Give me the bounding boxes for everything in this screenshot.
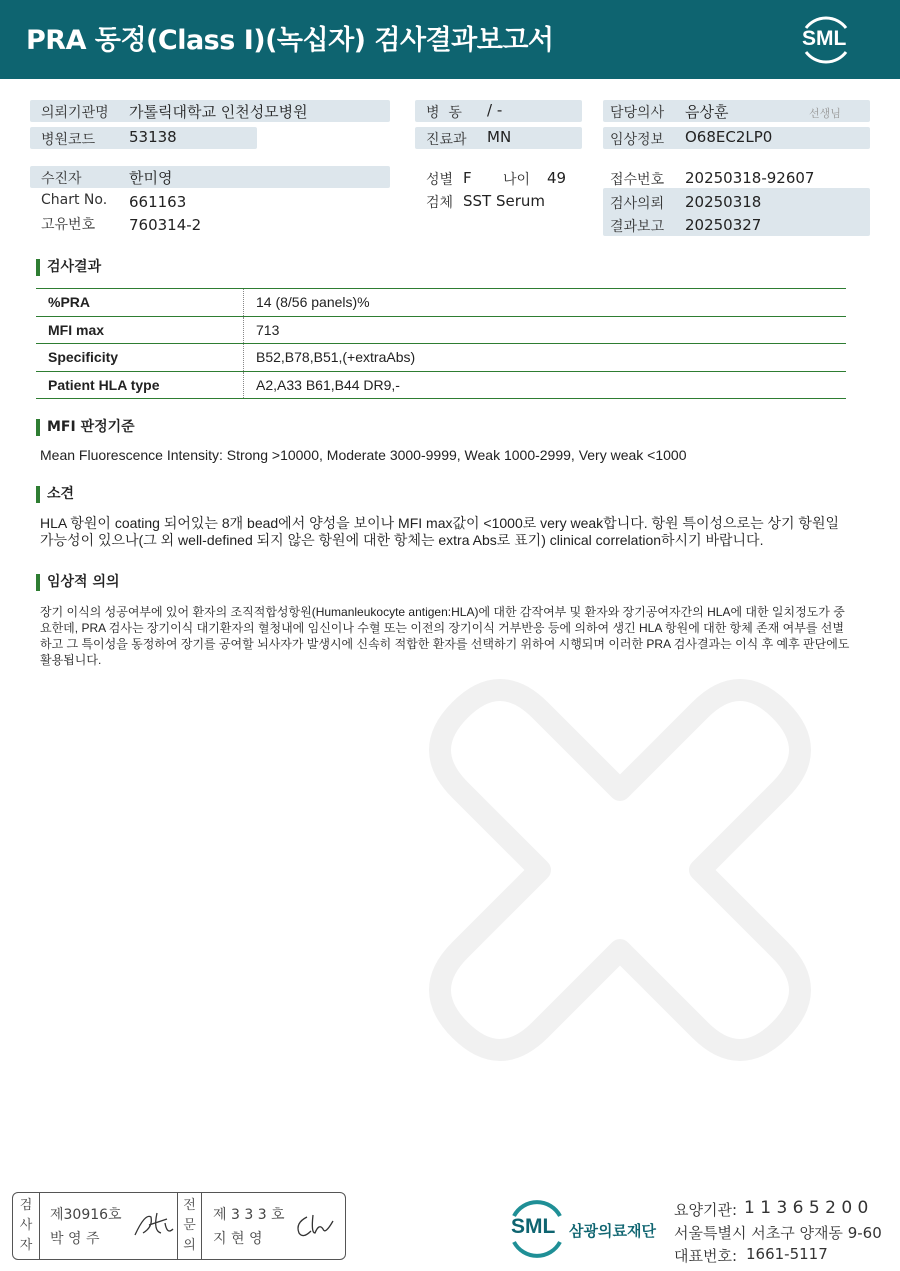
- clinical-text: 장기 이식의 성공여부에 있어 환자의 조직적합성항원(Humanleukocyte antigen:HLA)에 대한 감작여부 및 환자와 장기공여자간의 HLA에 대한 일치정도가 중요한데, PRA 검사는 장기이식 대기환자의 혈청내에 임신이나 수혈 또는 이전의 장기이식 거부반응 등에 의하여 생긴 HLA 항원에 대한 항체 존재 여부를 선별하고 그 특이성을 동정하여 장기를 공여할 뇌사자가 발생시에 신속히 적합한 환자를 선택하기 위하여 시행되며 이러한 PRA 검사결과는 이식 후 예후 판단에도 활용됩니다.: [40, 605, 850, 667]
- spec-label: 검체: [426, 195, 454, 211]
- doctor-label: 담당의사: [610, 105, 665, 121]
- result-key: Patient HLA type: [36, 371, 244, 399]
- expert-label: 전 문 의: [177, 1193, 202, 1259]
- result-key: MFI max: [36, 316, 244, 344]
- results-title: 검사결과: [36, 259, 101, 276]
- result-value: 713: [244, 316, 847, 344]
- patient-bg: [30, 166, 390, 188]
- req-label: 검사의뢰: [610, 196, 665, 212]
- code-label: 병원코드: [41, 132, 96, 148]
- result-key: Specificity: [36, 344, 244, 372]
- watermark-cross-icon: [400, 650, 900, 1100]
- doctor-value: 음상훈: [685, 103, 729, 121]
- age-value: 49: [547, 169, 567, 187]
- inst-label: 의뢰기관명: [41, 105, 109, 121]
- result-value: A2,A33 B61,B44 DR9,-: [244, 371, 847, 399]
- signature-box: [12, 1192, 346, 1260]
- table-row: [36, 316, 846, 344]
- chart-value: 661163: [129, 193, 187, 211]
- sex-value: F: [463, 169, 472, 187]
- dept-value: MN: [487, 128, 512, 146]
- clinical-title: 임상적 의의: [36, 574, 120, 591]
- finding-title: 소견: [36, 486, 74, 503]
- recv-label: 접수번호: [610, 172, 665, 188]
- chart-label: Chart No.: [41, 192, 108, 208]
- tester-no: 제30916호: [50, 1207, 122, 1223]
- report-header: [0, 0, 900, 79]
- sex-label: 성별: [426, 172, 454, 188]
- result-key: %PRA: [36, 289, 244, 317]
- expert-no: 제 3 3 3 호: [213, 1207, 285, 1223]
- footer-code: 1 1 3 6 5 2 0 0: [744, 1198, 869, 1218]
- ward-value: / -: [487, 101, 503, 119]
- table-row: [36, 371, 846, 399]
- age-label: 나이: [503, 172, 531, 188]
- tester-signature-icon: [131, 1207, 177, 1241]
- table-row: [36, 344, 846, 372]
- footer-address: 서울특별시 서초구 양재동 9-60: [674, 1224, 882, 1242]
- clin-value: O68EC2LP0: [685, 128, 773, 146]
- header-logo-text: SML: [802, 27, 847, 50]
- expert-name: 지 현 영: [213, 1231, 263, 1247]
- footer-logo-text: SML: [511, 1215, 556, 1238]
- result-value: 14 (8/56 panels)%: [244, 289, 847, 317]
- doctor-suffix: 선생님: [809, 107, 841, 120]
- rep-label: 결과보고: [610, 219, 665, 235]
- footer-code-label: 요양기관:: [674, 1201, 738, 1219]
- inst-value: 가톨릭대학교 인천성모병원: [129, 103, 308, 121]
- mfi-text: Mean Fluorescence Intensity: Strong >10000, Moderate 3000-9999, Weak 1000-2999, Very weak <1000: [40, 447, 687, 463]
- expert-signature-icon: [293, 1209, 339, 1243]
- mfi-title: MFI 판정기준: [36, 419, 135, 436]
- ward-label: 병 동: [426, 105, 462, 121]
- finding-line2: 가능성이 있으나(그 외 well-defined 되지 않은 항원에 대한 항체는 extra Abs로 표기) clinical correlation하시기 바랍니다.: [40, 532, 764, 548]
- result-value: B52,B78,B51,(+extraAbs): [244, 344, 847, 372]
- patient-label: 수진자: [41, 171, 82, 187]
- patient-value: 한미영: [129, 169, 173, 187]
- table-row: [36, 289, 846, 317]
- uid-label: 고유번호: [41, 217, 96, 233]
- dept-label: 진료과: [426, 132, 467, 148]
- finding-line1: HLA 항원이 coating 되어있는 8개 bead에서 양성을 보이나 MFI max값이 <1000로 very weak합니다. 항원 특이성으로는 상기 항원일: [40, 515, 840, 531]
- footer-phone-label: 대표번호:: [674, 1247, 738, 1265]
- recv-value: 20250318-92607: [685, 169, 815, 187]
- req-value: 20250318: [685, 193, 762, 211]
- tester-name: 박 영 주: [50, 1231, 100, 1247]
- results-table: [36, 288, 846, 399]
- spec-value: SST Serum: [463, 192, 546, 210]
- uid-value: 760314-2: [129, 216, 202, 234]
- footer-org: 삼광의료재단: [569, 1222, 656, 1240]
- code-value: 53138: [129, 128, 177, 146]
- page-title: PRA 동정(Class I)(녹십자) 검사결과보고서: [26, 25, 554, 56]
- tester-label: 검 사 자: [13, 1193, 40, 1259]
- rep-value: 20250327: [685, 216, 762, 234]
- clin-label: 임상정보: [610, 132, 665, 148]
- footer-phone: 1661-5117: [746, 1245, 828, 1263]
